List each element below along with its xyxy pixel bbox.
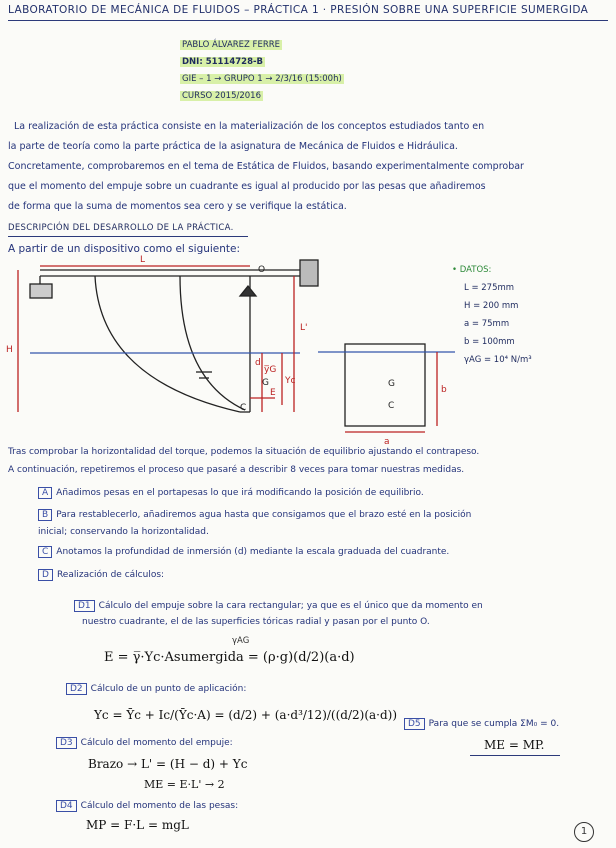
student-group-text: GIE – 1 → GRUPO 1 → 2/3/16 (15:00h): [182, 74, 342, 84]
calc-d2-tag: D2: [66, 683, 87, 695]
calc-d1-text-2: nuestro cuadrante, el de las superficies tóricas radial y pasan por el punto O.: [82, 617, 430, 627]
data-item-a: a = 75mm: [464, 319, 510, 329]
step-b-tag: B: [38, 509, 52, 521]
calc-d1-text-1: Cálculo del empuje sobre la cara rectangular; ya que es el único que da momento en: [98, 601, 483, 611]
label-e: E: [270, 388, 276, 398]
calc-d3-formula-1: Brazo → L' = (H − d) + Yc: [88, 757, 248, 771]
step-d-text: Realización de cálculos:: [56, 570, 165, 580]
calc-d3-text: Cálculo del momento del empuje:: [80, 738, 233, 748]
steps-intro-2: A continuación, repetiremos el proceso que pasaré a describir 8 veces para tomar nuestras medidas.: [8, 465, 465, 475]
calc-d1-tag: D1: [74, 600, 95, 612]
data-item-b: b = 100mm: [464, 337, 515, 347]
label-g: G: [262, 378, 269, 388]
intro-line-3: Concretamente, comprobaremos en el tema de Estática de Fluidos, basando experimentalmente comprobar: [8, 161, 524, 172]
step-b: [38, 509, 471, 521]
label-c: C: [240, 403, 247, 413]
data-heading: • DATOS:: [452, 265, 492, 275]
device-intro: A partir de un dispositivo como el siguiente:: [8, 243, 241, 255]
intro-line-1: La realización de esta práctica consiste en la materialización de los conceptos estudiados tanto en: [14, 121, 485, 132]
calc-d2-formula: Yc = Ȳc + Ic/(Ȳc·A) = (d/2) + (a·d³/12)/((d/2)(a·d)): [94, 708, 398, 722]
step-d: [38, 569, 164, 581]
calc-d5-formula: ME = MP.: [484, 738, 545, 752]
step-c-text: Anotamos la profundidad de inmersión (d) mediante la escala graduada del cuadrante.: [56, 547, 450, 557]
calc-d4-text: Cálculo del momento de las pesas:: [80, 801, 239, 811]
steps-intro-1: Tras comprobar la horizontalidad del torque, podemos la situación de equilibrio ajustando el contrapeso.: [8, 447, 480, 457]
step-c-tag: C: [38, 546, 52, 558]
label-g2: G: [388, 379, 395, 389]
calc-d1-note: γAG: [232, 636, 250, 646]
label-c2: C: [388, 401, 395, 411]
label-b: b: [441, 385, 447, 395]
calc-d5-underline: [470, 755, 560, 756]
calc-d2: [66, 683, 246, 695]
step-b-text: Para restablecerlo, añadiremos agua hasta que consigamos que el brazo esté en la posición: [56, 510, 472, 520]
calc-d5: [404, 718, 559, 730]
label-a: a: [384, 437, 390, 447]
label-yg: y̅G: [264, 365, 277, 375]
calc-d3: [56, 737, 233, 749]
label-lprime: L': [300, 323, 308, 333]
data-item-h: H = 200 mm: [464, 301, 519, 311]
calc-d2-text: Cálculo de un punto de aplicación:: [90, 684, 247, 694]
label-d: d: [255, 358, 261, 368]
calc-d4-formula: MP = F·L = mgL: [86, 818, 189, 832]
data-item-l: L = 275mm: [464, 283, 515, 293]
side-view-rect: [345, 344, 425, 426]
label-l: L: [140, 255, 146, 265]
intro-line-4: que el momento del empuje sobre un cuadrante es igual al producido por las pesas que añadiremos: [8, 181, 486, 192]
calc-d3-tag: D3: [56, 737, 77, 749]
label-yc: Yc: [285, 376, 296, 386]
step-a: [38, 487, 424, 499]
label-h: H: [6, 345, 13, 355]
intro-line-5: de forma que la suma de momentos sea cero y se verifique la estática.: [8, 201, 347, 212]
calc-d4-tag: D4: [56, 800, 77, 812]
label-o: O: [258, 265, 266, 275]
step-b-cont: inicial; conservando la horizontalidad.: [38, 527, 209, 537]
pivot-support: [300, 260, 318, 286]
step-d-tag: D: [38, 569, 53, 581]
step-a-tag: A: [38, 487, 52, 499]
page-title: LABORATORIO DE MECÁNICA DE FLUIDOS – PRÁCTICA 1 · PRESIÓN SOBRE UNA SUPERFICIE SUMERGIDA: [8, 4, 589, 16]
weight-hanger: [30, 284, 52, 298]
calc-d3-formula-2: ME = E·L' → 2: [144, 778, 225, 791]
calc-d1: [74, 600, 483, 612]
calc-d1-formula: E = γ̅·Yc·Asumergida = (ρ·g)(d/2)(a·d): [104, 650, 355, 665]
page-number: 1: [574, 822, 594, 842]
student-name-text: PABLO ÁLVAREZ FERRE: [182, 40, 280, 50]
calc-d4: [56, 800, 238, 812]
calc-d5-text: Para que se cumpla ΣM₀ = 0.: [428, 719, 560, 729]
student-course-text: CURSO 2015/2016: [182, 91, 261, 101]
student-dni-text: DNI: 51114728-B: [182, 57, 264, 67]
quadrant-inner-arc: [180, 276, 245, 410]
intro-line-2: la parte de teoría como la parte práctica de la asignatura de Mecánica de Fluidos e Hidráulica.: [8, 141, 458, 152]
section-heading: DESCRIPCIÓN DEL DESARROLLO DE LA PRÁCTICA.: [8, 223, 234, 233]
step-c: [38, 546, 449, 558]
data-item-gamma: γAG = 10⁴ N/m³: [464, 355, 532, 365]
calc-d5-tag: D5: [404, 718, 425, 730]
step-a-text: Añadimos pesas en el portapesas lo que irá modificando la posición de equilibrio.: [56, 488, 424, 498]
counterweight-triangle: [240, 286, 256, 296]
